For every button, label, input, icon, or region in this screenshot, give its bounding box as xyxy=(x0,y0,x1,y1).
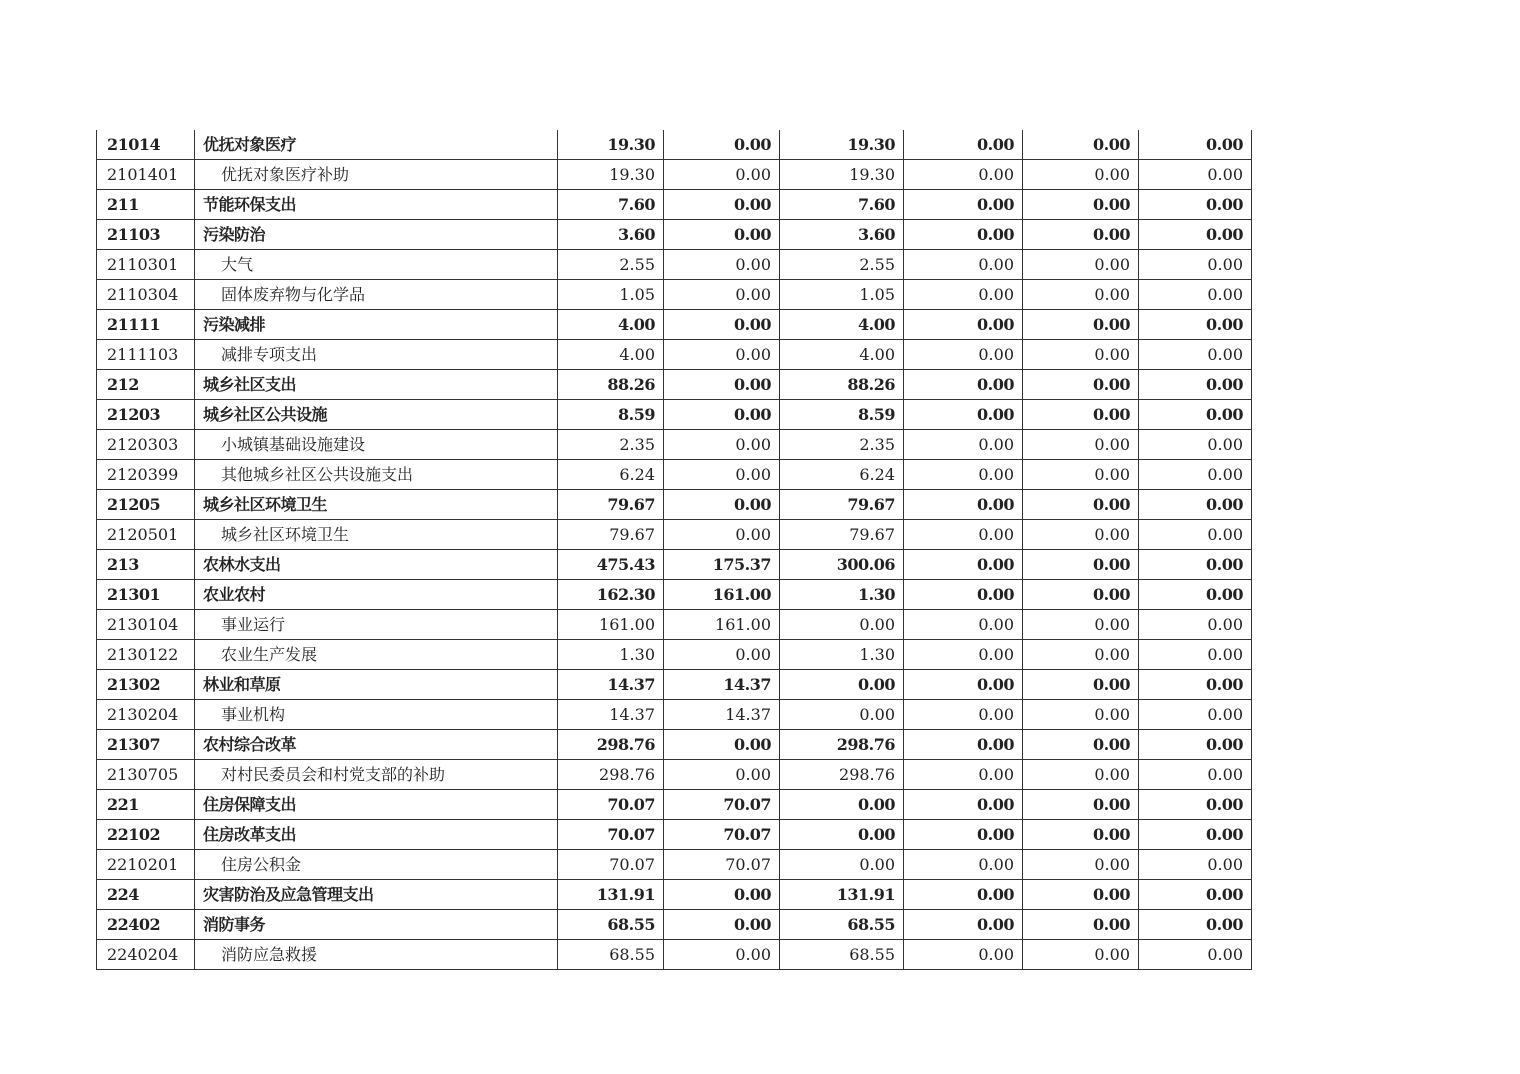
subject-code-cell: 21103 xyxy=(97,220,195,250)
amount-cell: 0.00 xyxy=(904,580,1023,610)
subject-code-cell: 21307 xyxy=(97,730,195,760)
amount-cell: 1.30 xyxy=(780,640,904,670)
amount-cell: 88.26 xyxy=(558,370,664,400)
amount-cell: 0.00 xyxy=(1023,220,1139,250)
table-row xyxy=(97,640,1252,670)
amount-cell: 0.00 xyxy=(1139,190,1252,220)
amount-cell: 3.60 xyxy=(780,220,904,250)
table-row xyxy=(97,850,1252,880)
amount-cell: 0.00 xyxy=(664,730,780,760)
table-row xyxy=(97,220,1252,250)
amount-cell: 0.00 xyxy=(664,370,780,400)
subject-name-cell: 固体废弃物与化学品 xyxy=(195,280,558,310)
subject-name-cell: 住房改革支出 xyxy=(195,820,558,850)
amount-cell: 0.00 xyxy=(1023,340,1139,370)
amount-cell: 0.00 xyxy=(1139,280,1252,310)
amount-cell: 0.00 xyxy=(1139,790,1252,820)
subject-name-cell: 城乡社区环境卫生 xyxy=(195,490,558,520)
amount-cell: 0.00 xyxy=(904,130,1023,160)
subject-name-cell: 城乡社区公共设施 xyxy=(195,400,558,430)
amount-cell: 2.55 xyxy=(780,250,904,280)
amount-cell: 475.43 xyxy=(558,550,664,580)
table-row xyxy=(97,910,1252,940)
amount-cell: 298.76 xyxy=(780,760,904,790)
amount-cell: 0.00 xyxy=(1139,430,1252,460)
subject-code-cell: 224 xyxy=(97,880,195,910)
amount-cell: 0.00 xyxy=(904,610,1023,640)
amount-cell: 14.37 xyxy=(558,670,664,700)
subject-code-cell: 2110304 xyxy=(97,280,195,310)
amount-cell: 0.00 xyxy=(904,220,1023,250)
amount-cell: 0.00 xyxy=(904,460,1023,490)
amount-cell: 1.05 xyxy=(558,280,664,310)
amount-cell: 70.07 xyxy=(558,790,664,820)
amount-cell: 70.07 xyxy=(558,850,664,880)
amount-cell: 79.67 xyxy=(780,490,904,520)
amount-cell: 0.00 xyxy=(664,340,780,370)
amount-cell: 0.00 xyxy=(1139,940,1252,970)
table-row xyxy=(97,880,1252,910)
amount-cell: 0.00 xyxy=(1139,700,1252,730)
amount-cell: 0.00 xyxy=(664,220,780,250)
table-row xyxy=(97,310,1252,340)
amount-cell: 68.55 xyxy=(558,940,664,970)
subject-code-cell: 2130104 xyxy=(97,610,195,640)
subject-code-cell: 221 xyxy=(97,790,195,820)
amount-cell: 0.00 xyxy=(664,490,780,520)
table-row xyxy=(97,730,1252,760)
subject-name-cell: 污染防治 xyxy=(195,220,558,250)
table-row xyxy=(97,790,1252,820)
amount-cell: 19.30 xyxy=(558,130,664,160)
subject-name-cell: 小城镇基础设施建设 xyxy=(195,430,558,460)
amount-cell: 0.00 xyxy=(904,700,1023,730)
table-row xyxy=(97,280,1252,310)
amount-cell: 0.00 xyxy=(1023,130,1139,160)
table-row xyxy=(97,430,1252,460)
amount-cell: 6.24 xyxy=(780,460,904,490)
amount-cell: 0.00 xyxy=(780,790,904,820)
subject-name-cell: 事业机构 xyxy=(195,700,558,730)
amount-cell: 68.55 xyxy=(780,940,904,970)
amount-cell: 0.00 xyxy=(904,940,1023,970)
subject-name-cell: 住房保障支出 xyxy=(195,790,558,820)
amount-cell: 0.00 xyxy=(1023,520,1139,550)
amount-cell: 0.00 xyxy=(1023,610,1139,640)
amount-cell: 0.00 xyxy=(664,400,780,430)
amount-cell: 0.00 xyxy=(904,640,1023,670)
table-row xyxy=(97,580,1252,610)
subject-name-cell: 城乡社区支出 xyxy=(195,370,558,400)
amount-cell: 70.07 xyxy=(664,790,780,820)
amount-cell: 298.76 xyxy=(558,730,664,760)
amount-cell: 0.00 xyxy=(1023,670,1139,700)
amount-cell: 88.26 xyxy=(780,370,904,400)
amount-cell: 0.00 xyxy=(904,520,1023,550)
amount-cell: 0.00 xyxy=(904,250,1023,280)
subject-name-cell: 住房公积金 xyxy=(195,850,558,880)
subject-code-cell: 21014 xyxy=(97,130,195,160)
amount-cell: 162.30 xyxy=(558,580,664,610)
subject-code-cell: 22402 xyxy=(97,910,195,940)
amount-cell: 0.00 xyxy=(1139,580,1252,610)
subject-name-cell: 农林水支出 xyxy=(195,550,558,580)
amount-cell: 8.59 xyxy=(558,400,664,430)
amount-cell: 0.00 xyxy=(664,130,780,160)
amount-cell: 0.00 xyxy=(1139,550,1252,580)
amount-cell: 4.00 xyxy=(558,310,664,340)
amount-cell: 79.67 xyxy=(558,520,664,550)
amount-cell: 0.00 xyxy=(1139,370,1252,400)
amount-cell: 0.00 xyxy=(664,250,780,280)
amount-cell: 0.00 xyxy=(904,370,1023,400)
amount-cell: 0.00 xyxy=(904,550,1023,580)
amount-cell: 0.00 xyxy=(1023,820,1139,850)
amount-cell: 161.00 xyxy=(558,610,664,640)
subject-name-cell: 农村综合改革 xyxy=(195,730,558,760)
amount-cell: 14.37 xyxy=(664,670,780,700)
table-row xyxy=(97,670,1252,700)
amount-cell: 131.91 xyxy=(558,880,664,910)
table-row xyxy=(97,520,1252,550)
amount-cell: 0.00 xyxy=(1023,280,1139,310)
amount-cell: 0.00 xyxy=(1023,460,1139,490)
subject-code-cell: 2130122 xyxy=(97,640,195,670)
table-body xyxy=(97,130,1252,970)
amount-cell: 0.00 xyxy=(1023,250,1139,280)
amount-cell: 0.00 xyxy=(1139,220,1252,250)
amount-cell: 0.00 xyxy=(664,460,780,490)
amount-cell: 0.00 xyxy=(1139,610,1252,640)
subject-code-cell: 21203 xyxy=(97,400,195,430)
amount-cell: 4.00 xyxy=(780,310,904,340)
amount-cell: 7.60 xyxy=(780,190,904,220)
subject-name-cell: 事业运行 xyxy=(195,610,558,640)
table-row xyxy=(97,130,1252,160)
amount-cell: 0.00 xyxy=(1023,640,1139,670)
amount-cell: 0.00 xyxy=(664,310,780,340)
subject-name-cell: 消防应急救援 xyxy=(195,940,558,970)
amount-cell: 0.00 xyxy=(1139,820,1252,850)
amount-cell: 0.00 xyxy=(1023,580,1139,610)
amount-cell: 0.00 xyxy=(1139,400,1252,430)
amount-cell: 0.00 xyxy=(904,310,1023,340)
amount-cell: 0.00 xyxy=(780,820,904,850)
subject-code-cell: 2120303 xyxy=(97,430,195,460)
amount-cell: 79.67 xyxy=(780,520,904,550)
amount-cell: 1.05 xyxy=(780,280,904,310)
amount-cell: 0.00 xyxy=(780,610,904,640)
subject-name-cell: 节能环保支出 xyxy=(195,190,558,220)
amount-cell: 0.00 xyxy=(904,850,1023,880)
subject-code-cell: 213 xyxy=(97,550,195,580)
amount-cell: 0.00 xyxy=(664,520,780,550)
subject-name-cell: 林业和草原 xyxy=(195,670,558,700)
amount-cell: 300.06 xyxy=(780,550,904,580)
subject-name-cell: 优抚对象医疗补助 xyxy=(195,160,558,190)
amount-cell: 0.00 xyxy=(664,880,780,910)
amount-cell: 0.00 xyxy=(664,940,780,970)
amount-cell: 68.55 xyxy=(558,910,664,940)
amount-cell: 0.00 xyxy=(904,910,1023,940)
amount-cell: 0.00 xyxy=(904,400,1023,430)
subject-code-cell: 2101401 xyxy=(97,160,195,190)
amount-cell: 298.76 xyxy=(780,730,904,760)
amount-cell: 0.00 xyxy=(904,760,1023,790)
amount-cell: 0.00 xyxy=(1023,430,1139,460)
amount-cell: 0.00 xyxy=(1023,790,1139,820)
subject-code-cell: 22102 xyxy=(97,820,195,850)
amount-cell: 0.00 xyxy=(1139,640,1252,670)
subject-code-cell: 21301 xyxy=(97,580,195,610)
amount-cell: 0.00 xyxy=(1023,940,1139,970)
amount-cell: 4.00 xyxy=(558,340,664,370)
amount-cell: 0.00 xyxy=(1139,670,1252,700)
amount-cell: 0.00 xyxy=(904,790,1023,820)
amount-cell: 0.00 xyxy=(904,430,1023,460)
subject-name-cell: 大气 xyxy=(195,250,558,280)
table-row xyxy=(97,700,1252,730)
subject-name-cell: 其他城乡社区公共设施支出 xyxy=(195,460,558,490)
amount-cell: 6.24 xyxy=(558,460,664,490)
amount-cell: 7.60 xyxy=(558,190,664,220)
amount-cell: 2.35 xyxy=(780,430,904,460)
table-row xyxy=(97,940,1252,970)
amount-cell: 0.00 xyxy=(1139,460,1252,490)
amount-cell: 0.00 xyxy=(1139,520,1252,550)
subject-name-cell: 污染减排 xyxy=(195,310,558,340)
subject-code-cell: 2130705 xyxy=(97,760,195,790)
subject-name-cell: 消防事务 xyxy=(195,910,558,940)
table-row xyxy=(97,340,1252,370)
amount-cell: 0.00 xyxy=(664,190,780,220)
amount-cell: 0.00 xyxy=(904,880,1023,910)
amount-cell: 0.00 xyxy=(664,430,780,460)
subject-name-cell: 灾害防治及应急管理支出 xyxy=(195,880,558,910)
amount-cell: 0.00 xyxy=(1139,130,1252,160)
table-row xyxy=(97,550,1252,580)
amount-cell: 4.00 xyxy=(780,340,904,370)
amount-cell: 0.00 xyxy=(780,850,904,880)
amount-cell: 0.00 xyxy=(904,490,1023,520)
amount-cell: 0.00 xyxy=(1139,910,1252,940)
amount-cell: 0.00 xyxy=(904,730,1023,760)
amount-cell: 19.30 xyxy=(780,160,904,190)
amount-cell: 0.00 xyxy=(664,160,780,190)
amount-cell: 298.76 xyxy=(558,760,664,790)
subject-code-cell: 211 xyxy=(97,190,195,220)
subject-code-cell: 2240204 xyxy=(97,940,195,970)
subject-code-cell: 2120399 xyxy=(97,460,195,490)
amount-cell: 14.37 xyxy=(664,700,780,730)
amount-cell: 0.00 xyxy=(664,760,780,790)
table-row xyxy=(97,400,1252,430)
amount-cell: 0.00 xyxy=(1023,490,1139,520)
subject-code-cell: 21111 xyxy=(97,310,195,340)
subject-name-cell: 优抚对象医疗 xyxy=(195,130,558,160)
amount-cell: 0.00 xyxy=(1023,880,1139,910)
amount-cell: 175.37 xyxy=(664,550,780,580)
amount-cell: 0.00 xyxy=(664,280,780,310)
amount-cell: 19.30 xyxy=(558,160,664,190)
amount-cell: 0.00 xyxy=(1023,370,1139,400)
amount-cell: 0.00 xyxy=(904,190,1023,220)
amount-cell: 0.00 xyxy=(1023,700,1139,730)
subject-code-cell: 212 xyxy=(97,370,195,400)
amount-cell: 0.00 xyxy=(1139,160,1252,190)
amount-cell: 0.00 xyxy=(904,670,1023,700)
table-row xyxy=(97,370,1252,400)
amount-cell: 0.00 xyxy=(1139,760,1252,790)
amount-cell: 0.00 xyxy=(904,820,1023,850)
amount-cell: 0.00 xyxy=(1139,310,1252,340)
table-row xyxy=(97,760,1252,790)
amount-cell: 70.07 xyxy=(558,820,664,850)
table-row xyxy=(97,460,1252,490)
amount-cell: 0.00 xyxy=(1023,310,1139,340)
amount-cell: 8.59 xyxy=(780,400,904,430)
amount-cell: 79.67 xyxy=(558,490,664,520)
subject-code-cell: 2110301 xyxy=(97,250,195,280)
amount-cell: 0.00 xyxy=(1023,190,1139,220)
amount-cell: 0.00 xyxy=(1023,760,1139,790)
amount-cell: 0.00 xyxy=(780,700,904,730)
subject-name-cell: 农业农村 xyxy=(195,580,558,610)
subject-code-cell: 2120501 xyxy=(97,520,195,550)
amount-cell: 0.00 xyxy=(1139,730,1252,760)
subject-name-cell: 对村民委员会和村党支部的补助 xyxy=(195,760,558,790)
amount-cell: 2.35 xyxy=(558,430,664,460)
amount-cell: 0.00 xyxy=(904,340,1023,370)
table-row xyxy=(97,250,1252,280)
subject-name-cell: 农业生产发展 xyxy=(195,640,558,670)
amount-cell: 70.07 xyxy=(664,820,780,850)
amount-cell: 0.00 xyxy=(1139,850,1252,880)
amount-cell: 0.00 xyxy=(1139,250,1252,280)
amount-cell: 3.60 xyxy=(558,220,664,250)
amount-cell: 0.00 xyxy=(1139,880,1252,910)
amount-cell: 0.00 xyxy=(1139,340,1252,370)
amount-cell: 0.00 xyxy=(1023,160,1139,190)
subject-name-cell: 城乡社区环境卫生 xyxy=(195,520,558,550)
amount-cell: 161.00 xyxy=(664,580,780,610)
subject-code-cell: 2210201 xyxy=(97,850,195,880)
amount-cell: 68.55 xyxy=(780,910,904,940)
budget-expenditure-table xyxy=(96,130,1252,970)
amount-cell: 2.55 xyxy=(558,250,664,280)
amount-cell: 0.00 xyxy=(1023,850,1139,880)
amount-cell: 1.30 xyxy=(558,640,664,670)
amount-cell: 0.00 xyxy=(1023,400,1139,430)
amount-cell: 131.91 xyxy=(780,880,904,910)
amount-cell: 0.00 xyxy=(1139,490,1252,520)
table-row xyxy=(97,190,1252,220)
amount-cell: 0.00 xyxy=(780,670,904,700)
amount-cell: 161.00 xyxy=(664,610,780,640)
amount-cell: 19.30 xyxy=(780,130,904,160)
amount-cell: 0.00 xyxy=(1023,730,1139,760)
subject-name-cell: 减排专项支出 xyxy=(195,340,558,370)
amount-cell: 14.37 xyxy=(558,700,664,730)
amount-cell: 70.07 xyxy=(664,850,780,880)
table-row xyxy=(97,610,1252,640)
table-row xyxy=(97,820,1252,850)
amount-cell: 0.00 xyxy=(1023,910,1139,940)
amount-cell: 0.00 xyxy=(904,160,1023,190)
amount-cell: 0.00 xyxy=(664,640,780,670)
amount-cell: 1.30 xyxy=(780,580,904,610)
subject-code-cell: 2111103 xyxy=(97,340,195,370)
table-row xyxy=(97,490,1252,520)
subject-code-cell: 2130204 xyxy=(97,700,195,730)
amount-cell: 0.00 xyxy=(904,280,1023,310)
amount-cell: 0.00 xyxy=(1023,550,1139,580)
subject-code-cell: 21302 xyxy=(97,670,195,700)
subject-code-cell: 21205 xyxy=(97,490,195,520)
table-row xyxy=(97,160,1252,190)
amount-cell: 0.00 xyxy=(664,910,780,940)
